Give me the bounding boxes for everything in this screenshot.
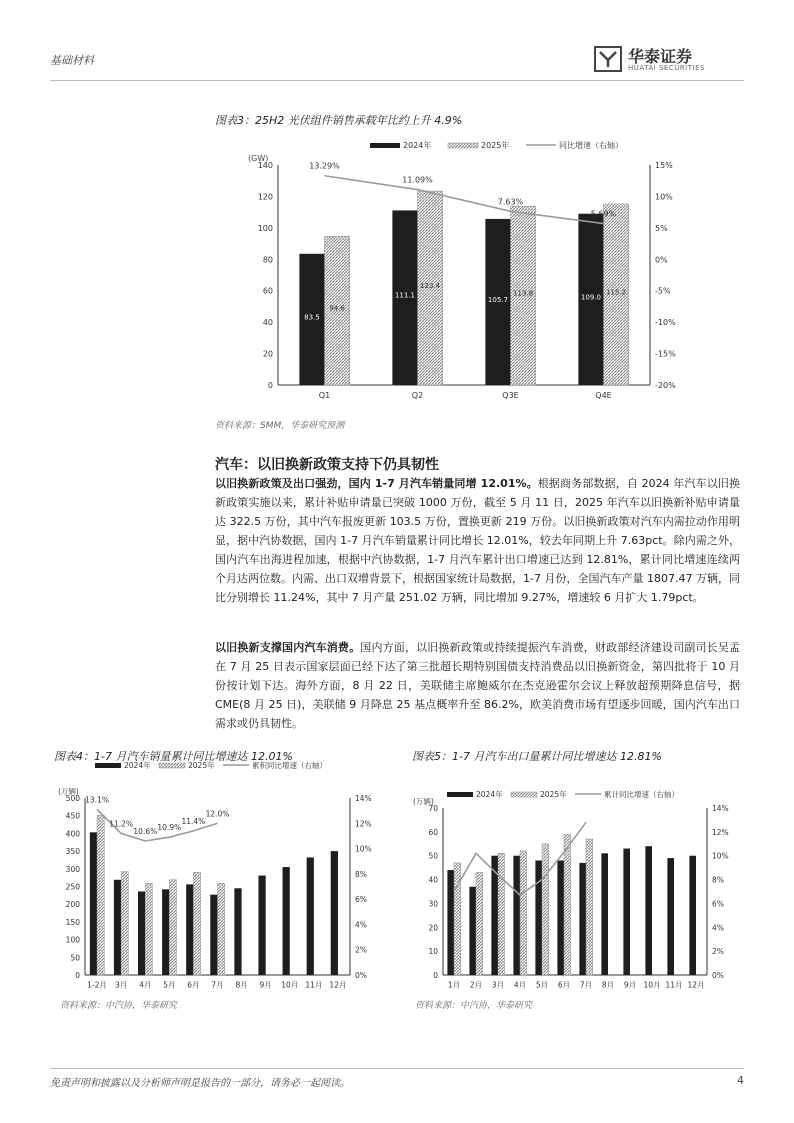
fig5-y-tick: 20 <box>428 923 438 933</box>
fig4-bar-2025 <box>169 880 176 975</box>
fig4-x-tick: 3月 <box>114 980 128 990</box>
fig5-y2-tick: 14% <box>712 804 729 813</box>
fig4-legend-growth: 累积同比增速（右轴） <box>252 761 327 770</box>
fig3-growth-label: 11.09% <box>402 175 433 185</box>
fig3-y2-tick: 10% <box>655 192 673 202</box>
fig4-x-tick: 4月 <box>139 980 152 990</box>
fig3-growth-label: 13.29% <box>309 161 340 171</box>
fig5-bar-2024 <box>513 856 520 975</box>
fig5-y2-tick: 10% <box>712 851 729 861</box>
fig4-y2-tick: 14% <box>355 794 372 803</box>
fig3-y-tick: 60 <box>262 286 273 296</box>
fig3-x-tick: Q2 <box>411 391 424 400</box>
fig4-y-tick: 350 <box>65 847 80 857</box>
fig5-x-tick: 9月 <box>623 980 637 990</box>
fig3-x-tick: Q1 <box>318 391 331 400</box>
fig5-bar-2024 <box>645 846 652 975</box>
logo-text-cn: 华泰证券 <box>628 47 693 66</box>
fig5-legend-2025: 2025年 <box>540 790 567 799</box>
fig4-legend-2025: 2025年 <box>188 761 215 770</box>
fig3-unit-label: (GW) <box>248 154 269 163</box>
fig5-x-tick: 10月 <box>643 980 661 990</box>
fig5-unit-label: (万辆) <box>413 797 434 806</box>
fig5-x-tick: 4月 <box>513 980 527 990</box>
fig5-bar-2024 <box>535 860 542 975</box>
fig3-legend-swatch-2025 <box>448 143 478 148</box>
fig4-bar-2024 <box>162 889 169 975</box>
fig3-bar-2025-label: 115.2 <box>606 288 627 297</box>
fig5-bar-2024 <box>557 860 564 975</box>
fig4-bar-2024 <box>234 888 241 975</box>
paragraph-1-lead: 以旧换新政策及出口强劲，国内 1-7 月汽车销量同增 12.01%。 <box>215 477 538 490</box>
fig4-x-tick: 8月 <box>235 980 248 990</box>
fig5-legend-swatch-2025 <box>511 792 537 797</box>
fig3-y-tick: 20 <box>262 349 273 359</box>
fig4-growth-label: 12.0% <box>205 809 230 819</box>
fig4-y-tick: 100 <box>65 935 80 945</box>
fig4-y2-tick: 10% <box>355 844 372 854</box>
fig4-bar-2025 <box>193 872 200 975</box>
fig4-bar-2025 <box>218 883 225 975</box>
fig3-growth-line <box>325 176 604 224</box>
fig5-legend-swatch-2024 <box>447 792 473 797</box>
fig5-bar-2025 <box>564 834 571 975</box>
fig4-y2-tick: 0% <box>355 971 367 980</box>
fig5-y-tick: 70 <box>428 804 438 813</box>
fig5-y-tick: 40 <box>428 875 438 885</box>
fig5-y-tick: 60 <box>428 827 438 837</box>
fig3-y-tick: 120 <box>257 192 273 202</box>
fig4-y-tick: 250 <box>65 882 80 892</box>
fig5-x-tick: 2月 <box>469 980 483 990</box>
fig4-bar-2024 <box>210 895 217 975</box>
fig3-y2-tick: 5% <box>655 223 668 233</box>
logo-mark-icon <box>594 46 622 72</box>
fig4-bar-2024 <box>331 851 338 975</box>
section-title: 汽车：以旧换新政策支持下仍具韧性 <box>215 457 439 473</box>
fig4-y2-tick: 6% <box>355 895 367 905</box>
fig5-legend-growth: 累计同比增速（右轴） <box>604 790 679 799</box>
fig3-bar-2024-label: 105.7 <box>487 295 508 304</box>
fig3-y2-tick: 0% <box>655 255 668 265</box>
fig5-bar-2024 <box>623 849 630 975</box>
fig3-bar-2025-label: 113.8 <box>513 289 534 298</box>
fig4-source: 资料来源：中汽协，华泰研究 <box>60 1001 178 1011</box>
fig4-caption: 图表4：1-7 月汽车销量累计同比增速达 12.01% <box>54 750 293 763</box>
fig5-bar-2024 <box>579 863 586 975</box>
fig3-legend-2024: 2024年 <box>403 141 432 150</box>
fig4-x-tick: 11月 <box>305 980 323 990</box>
fig5-x-tick: 12月 <box>687 980 705 990</box>
paragraph-2-lead: 以旧换新支撑国内汽车消费。 <box>215 641 361 654</box>
fig3-growth-label: 5.69% <box>590 209 617 219</box>
fig3-legend-growth: 同比增速（右轴） <box>559 141 623 150</box>
fig3-chart <box>230 130 710 405</box>
fig4-y2-tick: 2% <box>355 945 367 955</box>
fig4-growth-label: 10.9% <box>157 823 182 833</box>
fig5-caption: 图表5：1-7 月汽车出口量累计同比增速达 12.81% <box>412 750 662 763</box>
fig4-chart <box>50 760 390 995</box>
fig3-y-tick: 40 <box>262 318 273 328</box>
fig3-y-tick: 0 <box>267 381 273 390</box>
fig3-source: 资料来源：SMM，华泰研究预测 <box>215 421 345 431</box>
fig3-y2-tick: -5% <box>655 286 671 296</box>
fig4-growth-label: 13.1% <box>85 795 109 805</box>
fig4-growth-label: 11.2% <box>109 819 134 829</box>
fig3-y-tick: 100 <box>257 223 273 233</box>
fig5-y2-tick: 2% <box>712 947 724 957</box>
fig4-y2-tick: 4% <box>355 920 367 930</box>
fig4-y-tick: 450 <box>65 811 80 821</box>
fig4-bar-2024 <box>138 891 145 975</box>
fig4-legend-2024: 2024年 <box>124 761 151 770</box>
fig5-bar-2025 <box>520 851 527 975</box>
fig3-legend-2025: 2025年 <box>481 141 510 150</box>
fig5-x-tick: 5月 <box>535 980 549 990</box>
fig4-legend-swatch-2024 <box>95 763 121 768</box>
footer-disclaimer: 免责声明和披露以及分析师声明是报告的一部分，请务必一起阅读。 <box>50 1078 350 1089</box>
fig5-x-tick: 8月 <box>601 980 615 990</box>
fig5-bar-2025 <box>586 839 593 975</box>
fig3-y2-tick: -15% <box>655 349 676 359</box>
fig3-caption: 图表3：25H2 光伏组件销售承载年比约上升 4.9% <box>215 114 463 127</box>
fig3-growth-label: 7.63% <box>497 197 524 207</box>
fig5-y2-tick: 0% <box>712 971 724 980</box>
fig3-y2-tick: 15% <box>655 161 673 170</box>
fig5-y-tick: 50 <box>428 851 438 861</box>
fig5-y2-tick: 4% <box>712 923 724 933</box>
fig3-bar-2024-label: 83.5 <box>304 313 320 322</box>
fig4-bar-2024 <box>90 832 97 975</box>
fig3-bar-2024-label: 111.1 <box>394 291 415 300</box>
fig5-y2-tick: 6% <box>712 899 724 909</box>
fig5-bar-2024 <box>689 856 696 975</box>
fig5-bar-2025 <box>498 853 505 975</box>
fig5-y-tick: 30 <box>428 899 438 909</box>
fig4-legend-swatch-2025 <box>159 763 185 768</box>
fig3-y-tick: 140 <box>257 161 273 170</box>
fig4-bar-2024 <box>283 867 290 975</box>
fig5-y2-tick: 8% <box>712 875 724 885</box>
fig4-bar-2025 <box>97 815 104 975</box>
fig4-bar-2025 <box>121 872 128 975</box>
fig3-y2-tick: -20% <box>655 381 676 390</box>
fig4-x-tick: 1-2月 <box>87 980 107 990</box>
page-number: 4 <box>737 1074 744 1087</box>
fig4-y-tick: 200 <box>65 900 80 910</box>
fig5-x-tick: 3月 <box>491 980 505 990</box>
fig4-y2-tick: 12% <box>355 819 372 829</box>
fig5-bar-2025 <box>542 844 549 975</box>
fig4-x-tick: 12月 <box>329 980 347 990</box>
fig5-y2-tick: 12% <box>712 827 729 837</box>
fig5-x-tick: 6月 <box>557 980 571 990</box>
fig5-bar-2024 <box>469 887 476 975</box>
paragraph-1-body: 根据商务部数据，自 2024 年汽车以旧换新政策实施以来，累计补贴申请量已突破 1000 万份，截至 5 月 11 日，2025 年汽车以旧换新补贴申请量达 322.5 万份，其中汽车报废更新 103.5 万份，置换更新 219 万份。以旧换新政策对汽车内需拉动作用明显，据中汽协数据，国内 1-7 月汽车销量累计同比增长 12.01%，较去年同期上升 7.63pct。除内需之外，国内汽车出海进程加速，根据中汽协数据，1-7 月汽车累计出口增速已达到 12.81%，累计同比增速连续两个月达两位数。内需、出口双增背景下，根据国家统计局数据，1-7 月份，全国汽车产量 1807.47 万辆，同比分别增长 11.24%，其中 7 月产量 251.02 万辆，同比增加 9.27%，增速较 6 月扩大 1.79pct。 <box>215 477 740 604</box>
fig3-bar-2024-label: 109.0 <box>580 293 601 302</box>
fig3-bar-2025-label: 94.6 <box>329 304 345 313</box>
fig4-growth-label: 10.6% <box>133 826 158 836</box>
fig4-bar-2024 <box>307 857 314 975</box>
fig3-bar-2025-label: 123.4 <box>420 282 441 291</box>
fig4-y-tick: 300 <box>65 864 80 874</box>
fig4-y2-tick: 8% <box>355 869 367 879</box>
fig5-chart <box>405 760 745 995</box>
fig4-x-tick: 9月 <box>259 980 272 990</box>
fig4-y-tick: 500 <box>65 794 80 803</box>
fig4-unit-label: (万辆) <box>58 787 79 796</box>
fig4-x-tick: 6月 <box>187 980 200 990</box>
fig3-x-tick: Q4E <box>595 391 612 400</box>
fig5-bar-2024 <box>601 853 608 975</box>
logo-text-en: HUATAI SECURITIES <box>628 64 705 72</box>
paragraph-2 <box>215 638 740 733</box>
fig4-x-tick: 7月 <box>211 980 224 990</box>
fig4-bar-2024 <box>258 876 265 975</box>
paragraph-1 <box>215 474 740 607</box>
section-tag: 基础材料 <box>50 54 94 67</box>
fig5-y-tick: 0 <box>433 971 438 980</box>
fig4-y-tick: 150 <box>65 917 80 927</box>
fig5-source: 资料来源：中汽协，华泰研究 <box>415 1001 533 1011</box>
fig4-bar-2024 <box>114 880 121 975</box>
fig4-growth-label: 11.4% <box>181 816 206 826</box>
fig4-y-tick: 50 <box>70 953 80 963</box>
fig4-x-tick: 10月 <box>281 980 299 990</box>
fig5-x-tick: 11月 <box>665 980 683 990</box>
logo <box>594 42 744 76</box>
fig5-bar-2024 <box>447 870 454 975</box>
page-header <box>50 40 744 81</box>
fig4-y-tick: 400 <box>65 829 80 839</box>
fig3-legend-swatch-2024 <box>370 143 400 148</box>
fig5-bar-2025 <box>454 863 461 975</box>
fig4-bar-2024 <box>186 884 193 975</box>
fig5-bar-2024 <box>667 858 674 975</box>
fig5-bar-2025 <box>476 872 483 975</box>
fig4-x-tick: 5月 <box>163 980 176 990</box>
fig4-bar-2025 <box>145 883 152 975</box>
fig5-legend-2024: 2024年 <box>476 790 503 799</box>
fig5-y-tick: 10 <box>428 947 438 957</box>
fig5-x-tick: 7月 <box>579 980 593 990</box>
fig3-x-tick: Q3E <box>502 391 519 400</box>
paragraph-2-body: 国内方面，以旧换新政策或持续提振汽车消费，财政部经济建设司副司长吴孟在 7 月 25 日表示国家层面已经下达了第三批超长期特别国债支持消费品以旧换新资金，第四批将于 10 月份按计划下达。海外方面，8 月 22 日，美联储主席鲍威尔在杰克逊霍尔会议上释放超预期降息信号，据 CME(8 月 25 日)，美联储 9 月降息 25 基点概率升至 86.2%，欧美消费市场有望逐步回暖，国内汽车出口需求或仍具韧性。 <box>215 641 741 730</box>
fig3-y-tick: 80 <box>262 255 273 265</box>
fig5-x-tick: 1月 <box>447 980 461 990</box>
footer-divider <box>50 1068 744 1069</box>
fig3-y2-tick: -10% <box>655 318 676 328</box>
fig4-y-tick: 0 <box>75 971 80 980</box>
